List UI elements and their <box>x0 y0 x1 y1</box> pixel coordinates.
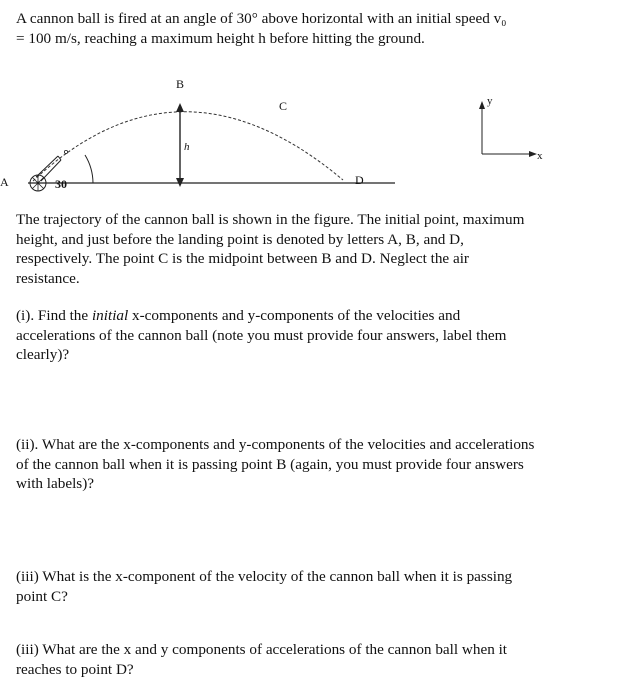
axis-y-label: y <box>487 95 493 107</box>
axes-icon <box>479 101 537 157</box>
description-line-1: The trajectory of the cannon ball is shown in the figure. The initial point, maximum <box>16 211 525 228</box>
question-1-line-1 <box>16 306 612 326</box>
trajectory-figure <box>0 68 622 200</box>
point-c-label: C <box>279 99 288 113</box>
question-1-prefix: (i). Find the <box>16 307 92 324</box>
problem-description <box>16 210 612 288</box>
height-arrow <box>176 103 184 187</box>
height-label: h <box>184 141 190 153</box>
question-3-line-2: point C? <box>16 587 68 605</box>
question-2-line-2: of the cannon ball when it is passing point B (again, you must provide four answers <box>16 455 524 473</box>
angle-arc <box>85 155 93 183</box>
angle-label: 30 <box>55 177 67 191</box>
description-line-4: resistance. <box>16 269 80 287</box>
question-1-emphasis: initial <box>91 307 129 324</box>
question-4 <box>16 640 612 679</box>
intro-line-2: = 100 m/s, reaching a maximum height h before hitting the ground. <box>16 29 425 47</box>
question-2 <box>16 435 612 494</box>
point-b-label: B <box>176 77 185 91</box>
question-2-line-1: (ii). What are the x-components and y-components of the velocities and accelerations <box>16 436 535 453</box>
question-1-rest: x-components and y-components of the velocities and <box>128 307 461 324</box>
question-4-line-1: (iii) What are the x and y components of accelerations of the cannon ball when it <box>16 641 508 658</box>
question-1-line-2: accelerations of the cannon ball (note you must provide four answers, label them <box>16 326 507 344</box>
question-1-line-3: clearly)? <box>16 346 70 363</box>
axis-x-label: x <box>537 150 543 162</box>
problem-intro <box>16 9 612 48</box>
description-line-2: height, and just before the landing point is denoted by letters A, B, and D, <box>16 230 464 248</box>
point-d-label: D <box>355 173 364 187</box>
question-3 <box>16 567 612 606</box>
question-1 <box>16 306 612 365</box>
point-a-label: A <box>0 175 9 189</box>
question-4-line-2: reaches to point D? <box>16 660 134 678</box>
question-2-line-3: with labels)? <box>16 475 95 492</box>
description-line-3: respectively. The point C is the midpoint between B and D. Neglect the air <box>16 250 469 267</box>
question-3-line-1: (iii) What is the x-component of the velocity of the cannon ball when it is passing <box>16 568 513 585</box>
intro-line-1: A cannon ball is fired at an angle of 30° above horizontal with an initial speed v₀ <box>16 10 507 27</box>
